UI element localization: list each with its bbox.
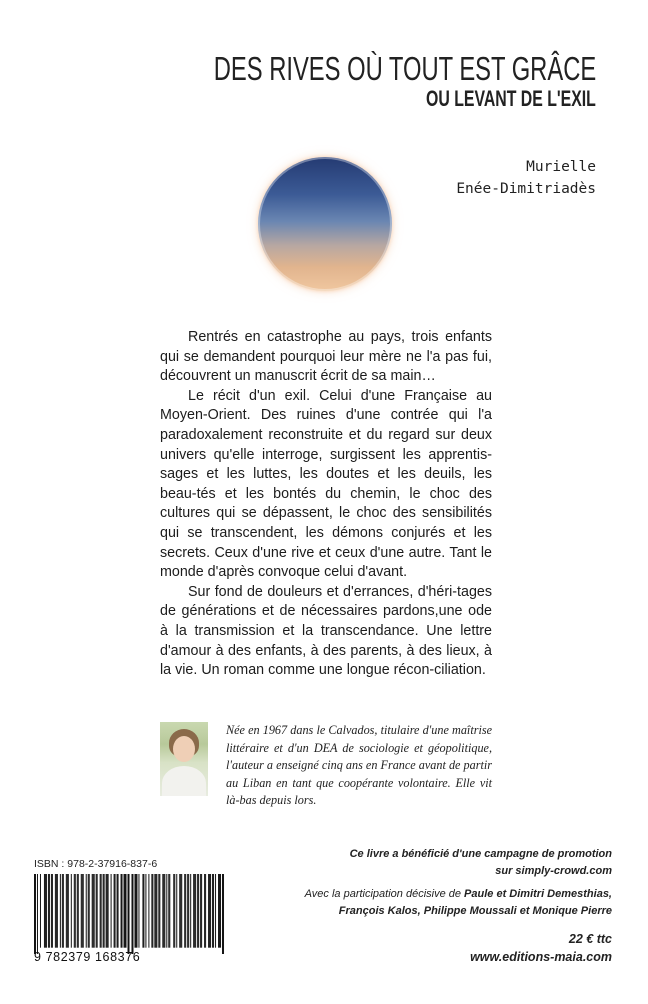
promo-note bbox=[350, 846, 612, 880]
book-title: DES RIVES OÙ TOUT EST GRÂCE bbox=[213, 50, 596, 87]
blurb-paragraph: Rentrés en catastrophe au pays, trois enfants qui se demandent pourquoi leur mère ne l'a pas fui, découvrent un manuscrit écrit de sa main… bbox=[160, 329, 492, 385]
author-name bbox=[456, 156, 596, 200]
publisher-website: www.editions-maia.com bbox=[470, 950, 612, 964]
participation-intro: Avec la participation décisive de bbox=[304, 888, 465, 900]
author-portrait-photo bbox=[160, 722, 208, 796]
price-label: 22 € ttc bbox=[568, 932, 612, 946]
book-subtitle: OU LEVANT DE L'EXIL bbox=[426, 86, 596, 111]
barcode-icon bbox=[34, 874, 226, 954]
gradient-orb-illustration bbox=[258, 157, 392, 291]
participation-names: François Kalos, Philippe Moussali et Monique Pierre bbox=[338, 905, 612, 917]
promo-line: Ce livre a bénéficié d'une campagne de promotion bbox=[349, 848, 612, 860]
promo-site: sur simply-crowd.com bbox=[495, 865, 612, 877]
author-first-name: Murielle bbox=[526, 159, 596, 175]
barcode-digits: 9 782379 168376 bbox=[34, 950, 141, 964]
portrait-shoulders bbox=[162, 766, 206, 796]
isbn-label: ISBN : 978-2-37916-837-6 bbox=[34, 858, 158, 870]
author-bio: Née en 1967 dans le Calvados, titulaire d'une maîtrise littéraire et d'un DEA de sociologie et géopolitique, l'auteur a enseigné cinq ans en France avant de partir au Liban en tant que coopérante volontaire. Elle vit là-bas depuis lors. bbox=[226, 723, 492, 808]
portrait-face bbox=[173, 736, 195, 762]
blurb-paragraph: Le récit d'un exil. Celui d'une Française au Moyen-Orient. Des ruines d'une contrée qui l'a paradoxalement reconstruite et du regard sur deux univers qu'elle interroge, surgissent les apprentis-sages et les luttes, les doutes et les deuils, les beau-tés et les bontés du chemin, le choc des cultures qui se dépassent, le choc des sensibilités qui se transcendent, les démons conjurés et les secrets. Ceux d'une rive et ceux d'une autre. Tant le monde d'après convoque celui d'avant. bbox=[160, 387, 492, 581]
participation-credits bbox=[305, 886, 612, 920]
participation-names: Paule et Dimitri Demesthias, bbox=[464, 888, 612, 900]
author-last-name: Enée-Dimitriadès bbox=[456, 181, 596, 197]
back-cover-blurb bbox=[160, 328, 492, 681]
blurb-paragraph: Sur fond de douleurs et d'errances, d'héri-tages de générations et de nécessaires pardons,une ode à la transmission et la transcendance. Une lettre d'amour à des enfants, à des parents, à des lieux, à la vie. Un roman comme une longue récon-ciliation. bbox=[160, 583, 492, 679]
